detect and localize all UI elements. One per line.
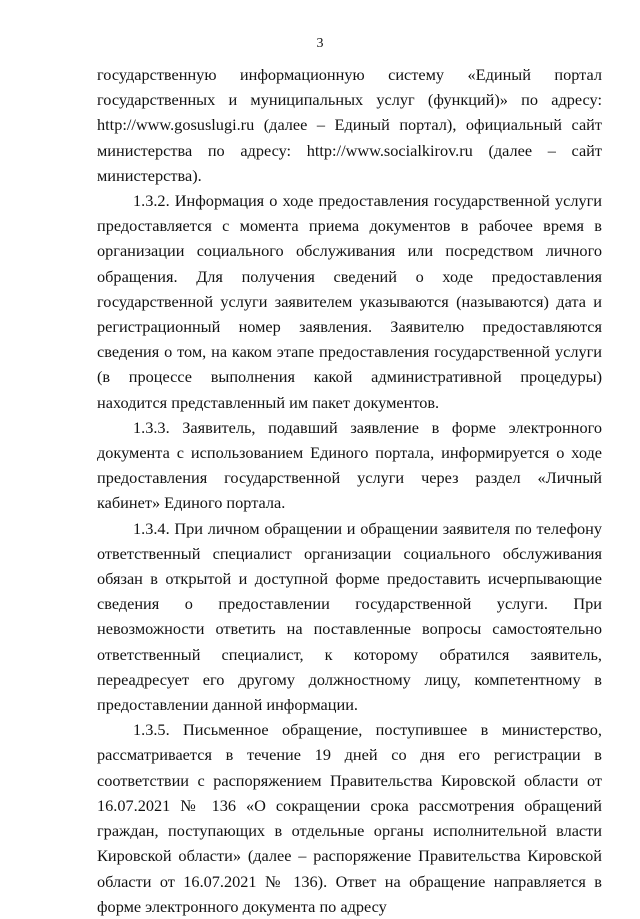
paragraph-1-3-4: 1.3.4. При личном обращении и обращении заявителя по телефону ответственный специалист организации социального обслуживания обязан в открытой и доступной форме предоставить исчерпывающие сведения о предоставлении государственной услуги. При невозможности ответить на поставленные вопросы самостоятельно ответственный специалист, к которому обратился заявитель, переадресует его другому должностному лицу, компетентному в предоставлении данной информации.	[97, 518, 602, 715]
paragraph-1-3-2: 1.3.2. Информация о ходе предоставления государственной услуги предоставляется с момента приема документов в рабочее время в организации социального обслуживания или посредством личного обращения. Для получения сведений о ходе предоставления государственной услуги заявителем указываются (называются) дата и регистрационный номер заявления. Заявителю предоставляются сведения о том, на каком этапе предоставления государственной услуги (в процессе выполнения какой административной процедуры) находится представленный им пакет документов.	[97, 191, 602, 412]
paragraph-1-3-3: 1.3.3. Заявитель, подавший заявление в форме электронного документа с использованием Единого портала, информируется о ходе предоставления государственной услуги через раздел «Личный кабинет» Единого портала.	[97, 417, 602, 513]
document-body	[97, 62, 602, 919]
paragraph-1-3-5: 1.3.5. Письменное обращение, поступившее в министерство, рассматривается в течение 19 дней со дня его регистрации в соответствии с распоряжением Правительства Кировской области от 16.07.2021 № 136 «О сокращении срока рассмотрения обращений граждан, поступающих в отдельные органы исполнительной власти Кировской области» (далее – распоряжение Правительства Кировской области от 16.07.2021 № 136). Ответ на обращение направляется в форме электронного документа по адресу	[97, 720, 602, 916]
page-number: 3	[316, 36, 324, 51]
paragraph-continuation: государственную информационную систему «Единый портал государственных и муниципальных услуг (функций)» по адресу: http://www.gosuslugi.ru (далее – Единый портал), официальный сайт министерства по адресу: http://www.socialkirov.ru (далее – сайт министерства).	[97, 65, 602, 185]
